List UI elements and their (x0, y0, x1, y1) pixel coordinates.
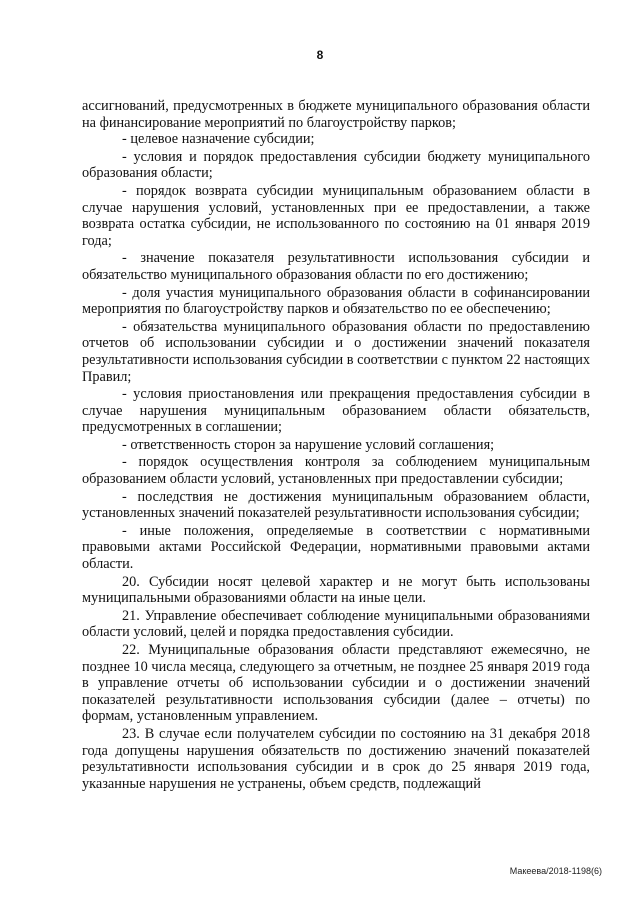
list-item-other: - иные положения, определяемые в соответствии с нормативными правовыми актами Российской Федерации, нормативными правовыми актами области. (82, 522, 590, 573)
list-item-indicator: - значение показателя результативности использования субсидии и обязательство муниципального образования области по его достижению; (82, 250, 590, 283)
list-item-responsibility: - ответственность сторон за нарушение условий соглашения; (122, 436, 495, 453)
list-item-suspension: - условия приостановления или прекращения предоставления субсидии в случае нарушения муниципальным образованием области обязательств, предусмотренных в соглашении; (82, 386, 590, 436)
page-number: 8 (316, 48, 324, 62)
list-item-control: - порядок осуществления контроля за соблюдением муниципальным образованием области условий, установленных при предоставлении субсидии; (82, 454, 590, 488)
document-body (82, 98, 590, 793)
document-code: Макеева/2018-1198(6) (509, 866, 602, 876)
list-item-reporting: - обязательства муниципального образования области по предоставлению отчетов об использовании субсидии и о достижении значений показателя результативности использования субсидии в соответствии с пунктом 22 настоящих Правил; (82, 318, 590, 385)
list-item-cofinancing: - доля участия муниципального образования области в софинансировании мероприятия по благоустройству парков и обязательство по ее обеспечению; (82, 284, 590, 318)
list-item-purpose: - целевое назначение субсидии; (122, 131, 315, 148)
clause-23: 23. В случае если получателем субсидии по состоянию на 31 декабря 2018 года допущены нарушения обязательств по достижению значений показателей результативности использования субсидии и в срок до 25 января 2019 года, указанные нарушения не устранены, объем средств, подлежащий (82, 725, 590, 792)
paragraph-continuation: ассигнований, предусмотренных в бюджете муниципального образования области на финансирование мероприятий по благоустройству парков; (82, 98, 590, 131)
list-item-consequences: - последствия не достижения муниципальным образованием области, установленных значений показателей результативности использования субсидии; (82, 488, 590, 522)
list-item-conditions: - условия и порядок предоставления субсидии бюджету муниципального образования области; (82, 148, 590, 182)
list-item-refund: - порядок возврата субсидии муниципальным образованием области в случае нарушения условий, установленных при ее предоставлении, а также возврата остатка субсидии, не использованного по состоянию на 01 января 2019 года; (82, 182, 590, 249)
clause-21: 21. Управление обеспечивает соблюдение муниципальными образованиями области условий, целей и порядка предоставления субсидии. (82, 607, 590, 641)
clause-22: 22. Муниципальные образования области представляют ежемесячно, не позднее 10 числа месяца, следующего за отчетным, не позднее 25 января 2019 года в управление отчеты об использовании субсидии и о достижении значений показателей результативности использования субсидии (далее – отчеты) по формам, установленным управлением. (82, 642, 590, 725)
clause-20: 20. Субсидии носят целевой характер и не могут быть использованы муниципальными образованиями области на иные цели. (82, 573, 590, 607)
